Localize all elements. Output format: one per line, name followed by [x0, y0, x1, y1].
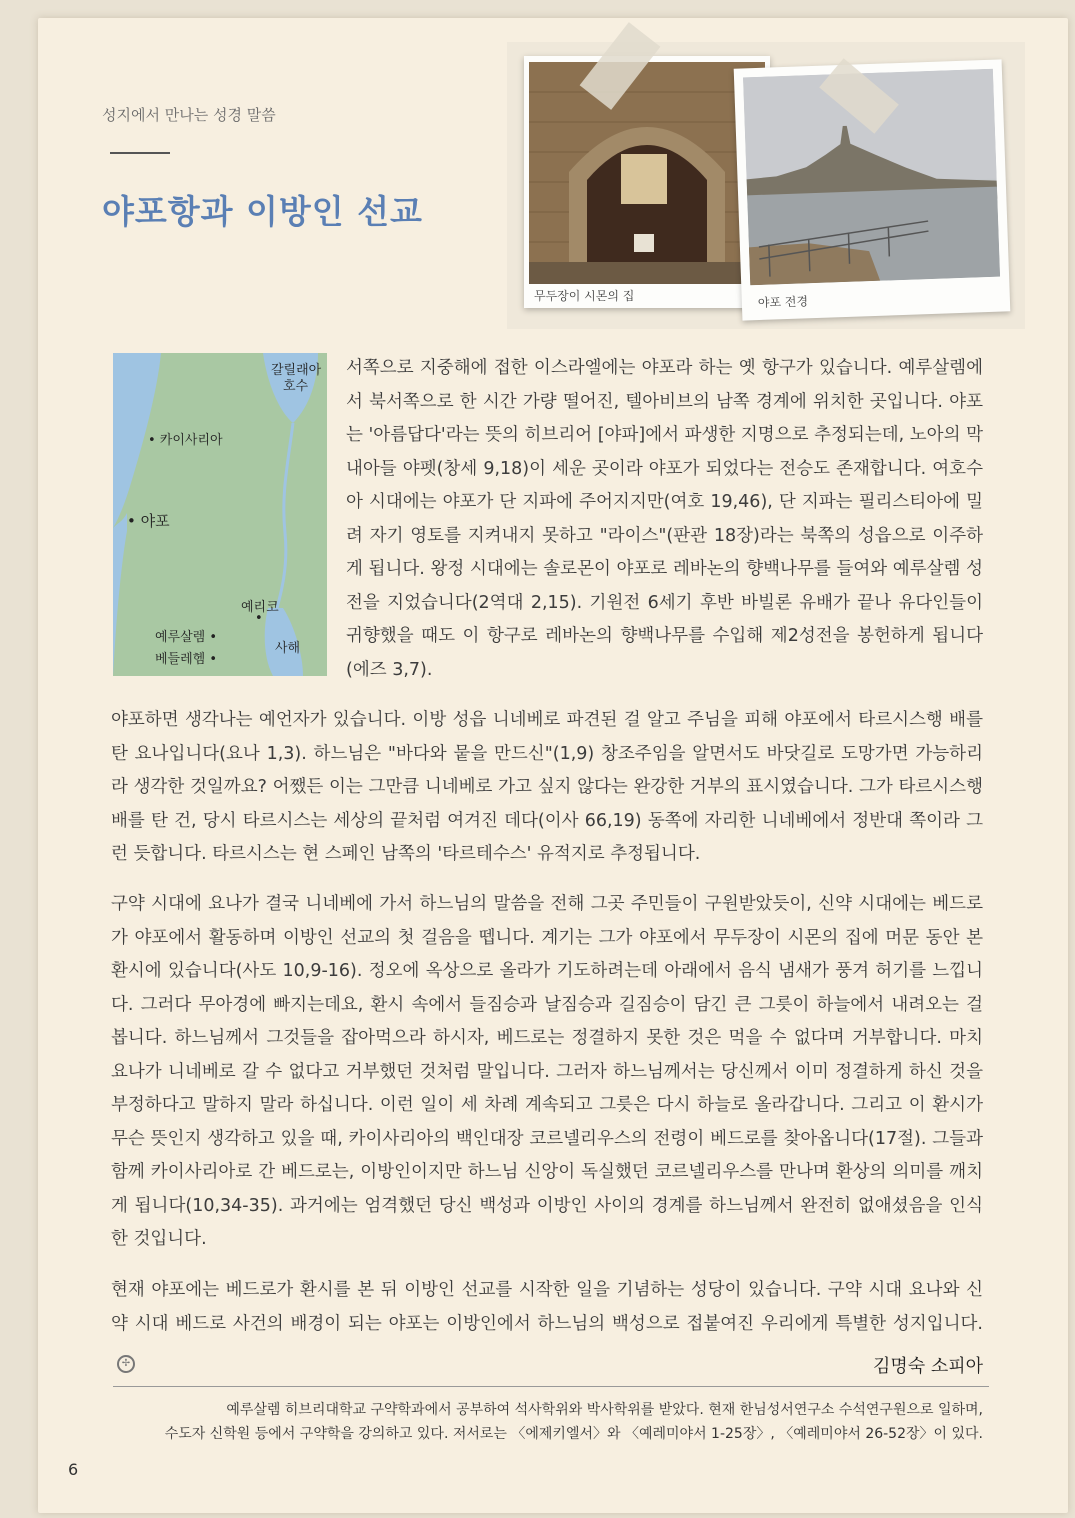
paragraph-1: 서쪽으로 지중해에 접한 이스라엘에는 야포라 하는 옛 항구가 있습니다. 예루살렘에서 북서쪽으로 한 시간 가량 떨어진, 텔아비브의 남쪽 경계에 위치한 곳입니다. 야포는 '아름답다'라는 뜻의 히브리어 [야파]에서 파생한 지명으로 추정되는데, 노아의 막내아들 야펫(창세 9,18)이 세운 곳이라 야포가 되었다는 전승도 존재합니다. 여호수아 시대에는 야포가 단 지파에 주어지지만(여호 19,46), 단 지파는 필리스티아에 밀려 자기 영토를 지켜내지 못하고 "라이스"(판관 18장)라는 북쪽의 성읍으로 이주하게 됩니다. 왕정 시대에는 솔로몬이 야포로 레바논의 향백나무를 들여와 예루살렘 성전을 지었습니다(2역대 2,15). 기원전 6세기 후반 바빌론 유배가 끝나 유다인들이 귀향했을 때도 이 항구로 레바논의 향백나무를 수입해 제2성전을 봉헌하게 됩니다(에즈 3,7). [346, 358, 983, 680]
photo2-caption: 야포 전경 [757, 294, 809, 311]
bio-line-2: 수도자 신학원 등에서 구약학을 강의하고 있다. 저서로는 〈에제키엘서〉와 〈예레미야서 1-25장〉, 〈예레미야서 26-52장〉이 있다. [164, 1426, 983, 1442]
map-label-jericho: 예리코 [241, 600, 279, 615]
map-label-jaffa: • 야포 [127, 512, 170, 530]
end-mark-icon: ✢ [117, 1355, 135, 1373]
article-title: 야포항과 이방인 선교 [102, 192, 423, 231]
map-label-deadsea: 사해 [275, 641, 301, 656]
paragraph-2: 야포하면 생각나는 예언자가 있습니다. 이방 성읍 니네베로 파견된 걸 알고 주님을 피해 야포에서 타르시스행 배를 탄 요나입니다(요나 1,3). 하느님은 "바다와 뭍을 만드신"(1,9) 창조주임을 알면서도 바닷길로 도망가면 가능하리라 생각한 것일까요? 어쨌든 이는 그만큼 니네베로 가고 싶지 않다는 완강한 거부의 표시였습니다. 그가 타르시스행 배를 탄 건, 당시 타르시스는 세상의 끝처럼 여겨진 데다(이사 66,19) 동쪽에 자리한 니네베에서 정반대 쪽이라 그런 듯합니다. 타르시스는 현 스페인 남쪽의 '타르테수스' 유적지로 추정됩니다. [111, 710, 983, 864]
bio-divider [113, 1386, 989, 1387]
page-number: 6 [68, 1460, 79, 1479]
paragraph-3: 구약 시대에 요나가 결국 니네베에 가서 하느님의 말씀을 전해 그곳 주민들이 구원받았듯이, 신약 시대에는 베드로가 야포에서 활동하며 이방인 선교의 첫 걸음을 뗍니다. 계기는 그가 야포에서 무두장이 시몬의 집에 머문 동안 본 환시에 있습니다(사도 10,9-16). 정오에 옥상으로 올라가 기도하려는데 아래에서 음식 냄새가 풍겨 허기를 느낍니다. 그러다 무아경에 빠지는데요, 환시 속에서 들짐승과 날짐승과 길짐승이 담긴 큰 그릇이 하늘에서 내려오는 걸 봅니다. 하느님께서 그것들을 잡아먹으라 하시자, 베드로는 정결하지 못한 것은 먹을 수 없다며 거부합니다. 마치 요나가 니네베로 갈 수 없다고 거부했던 것처럼 말입니다. 그러자 하느님께서는 당신께서 이미 정결하게 하신 것을 부정하다고 말하지 말라 하십니다. 이런 일이 세 차례 계속되고 그릇은 다시 하늘로 올라갑니다. 그리고 이 환시가 무슨 뜻인지 생각하고 있을 때, 카이사리아의 백인대장 코르넬리우스의 전령이 베드로를 찾아옵니다(17절). 그들과 함께 카이사리아로 간 베드로는, 이방인이지만 하느님 신앙이 독실했던 코르넬리우스를 만나며 환상의 의미를 깨치게 됩니다(10,34-35). 과거에는 엄격했던 당신 백성과 이방인 사이의 경계를 하느님께서 완전히 없애셨음을 인식한 것입니다. [111, 894, 983, 1249]
map-label-bethlehem: 베들레헴 • [155, 652, 218, 667]
map-label-galilee: 갈릴래아 [271, 363, 322, 378]
author-name: 김명숙 소피아 [872, 1356, 983, 1377]
series-kicker: 성지에서 만나는 성경 말씀 [102, 106, 276, 124]
simon-house-image [529, 62, 765, 284]
title-divider [110, 152, 170, 154]
map-dot-jericho: • [255, 611, 263, 626]
photo-simon-house [524, 56, 770, 308]
map-label-jerusalem: 예루살렘 • [155, 630, 218, 645]
paragraph-4-text: 현재 야포에는 베드로가 환시를 본 뒤 이방인 선교를 시작한 일을 기념하는 성당이 있습니다. 구약 시대 요나와 신약 시대 베드로 사건의 배경이 되는 야포는 이방인에서 하느님의 백성으로 접붙여진 우리에게 특별한 성지입니다. [111, 1280, 983, 1334]
map-label-galilee-lake: 호수 [283, 379, 309, 394]
map-label-caesarea: • 카이사리아 [148, 433, 223, 448]
author-bio [163, 1398, 983, 1446]
paragraph-4 [111, 1274, 983, 1375]
israel-map [113, 353, 327, 676]
photo1-caption: 무두장이 시몬의 집 [534, 289, 635, 303]
bio-line-1: 예루살렘 히브리대학교 구약학과에서 공부하여 석사학위와 박사학위를 받았다. 현재 한님성서연구소 수석연구원으로 일하며, [226, 1402, 983, 1418]
